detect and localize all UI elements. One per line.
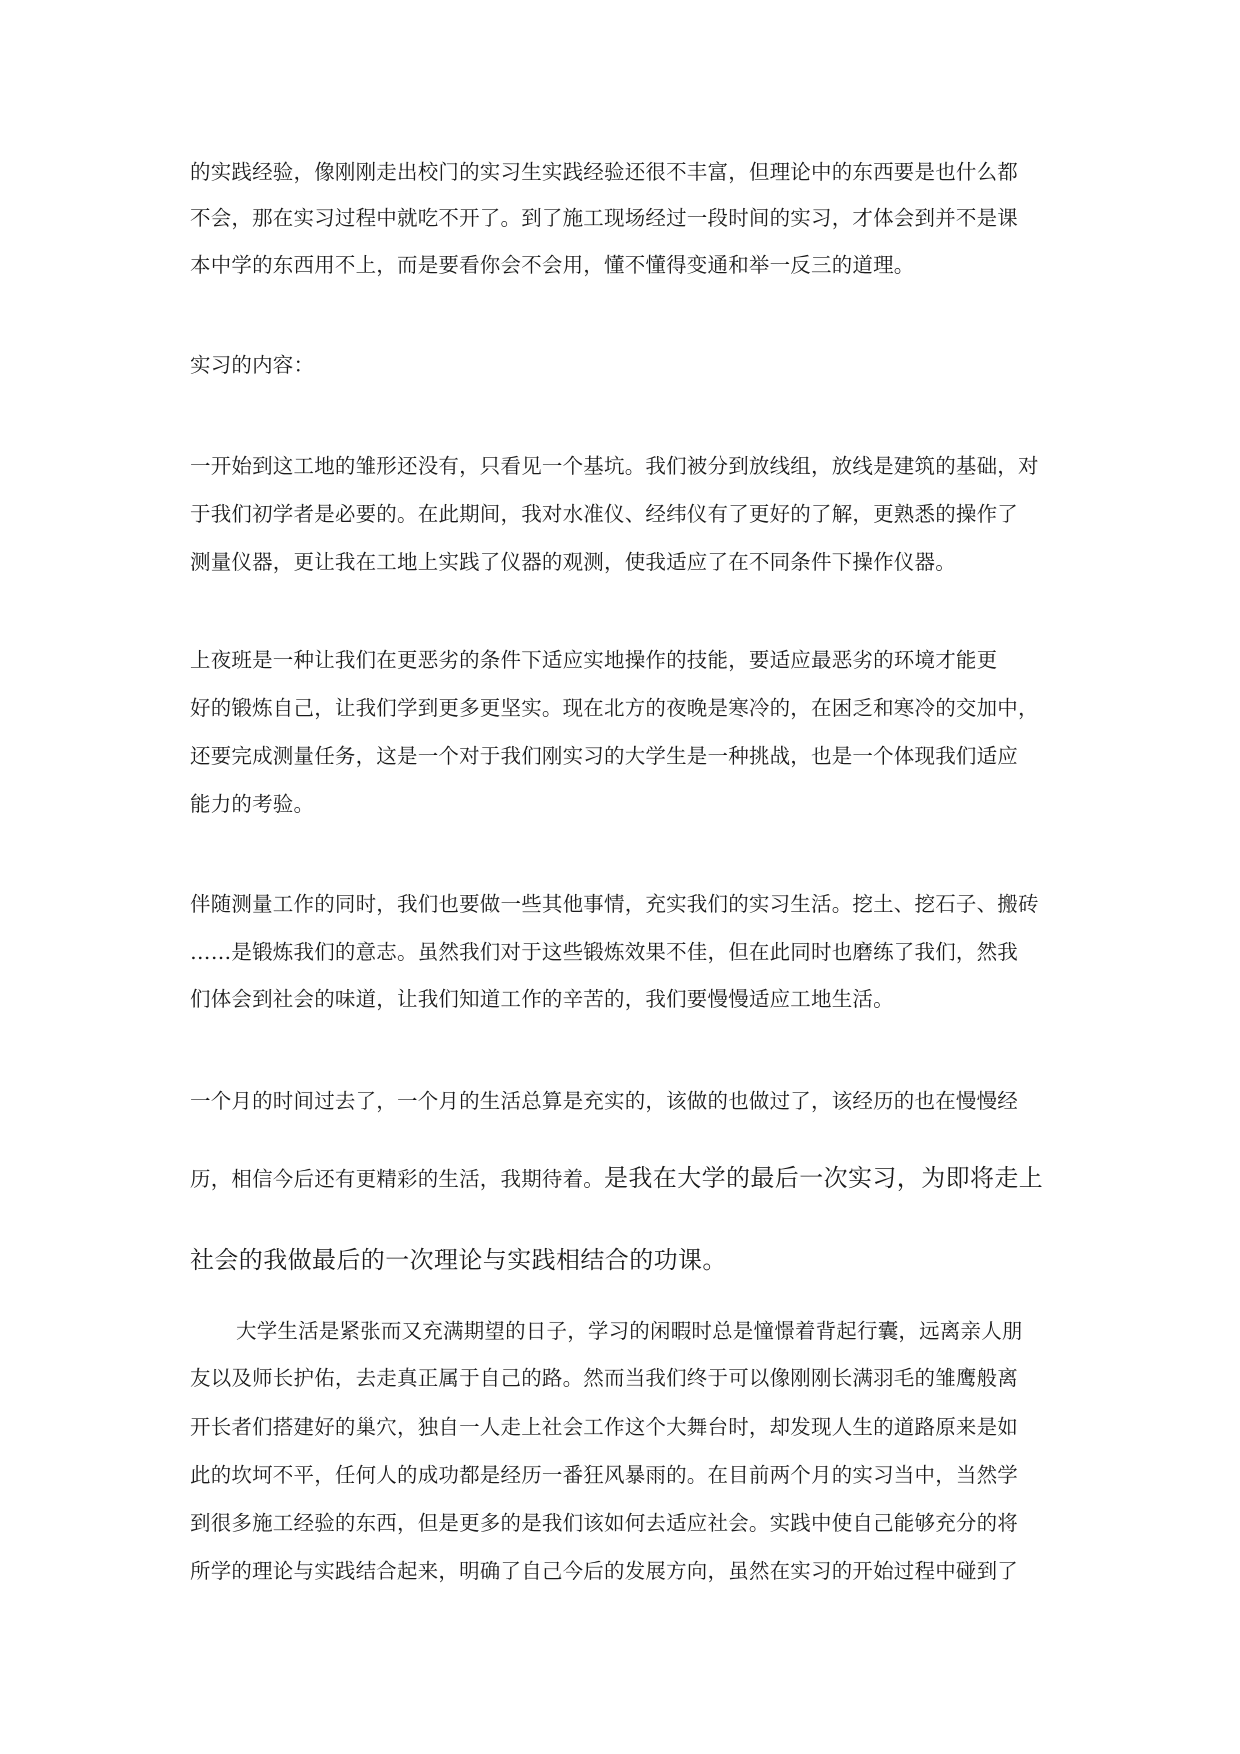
text-line: 友以及师长护佑，去走真正属于自己的路。然而当我们终于可以像刚刚长满羽毛的雏鹰般离 bbox=[190, 1366, 1018, 1390]
text-line: 于我们初学者是必要的。在此期间，我对水准仪、经纬仪有了更好的了解，更熟悉的操作了 bbox=[190, 502, 1018, 526]
text-segment-large: 是我在大学的最后一次实习，为即将走上 bbox=[604, 1164, 1044, 1192]
text-line: 能力的考验。 bbox=[190, 792, 315, 816]
text-line: 本中学的东西用不上，而是要看你会不会用，懂不懂得变通和举一反三的道理。 bbox=[190, 253, 915, 277]
text-line: 们体会到社会的味道，让我们知道工作的辛苦的，我们要慢慢适应工地生活。 bbox=[190, 987, 894, 1011]
text-line: 测量仪器，更让我在工地上实践了仪器的观测，使我适应了在不同条件下操作仪器。 bbox=[190, 550, 956, 574]
text-line: 好的锻炼自己，让我们学到更多更坚实。现在北方的夜晚是寒冷的，在困乏和寒冷的交加中， bbox=[190, 696, 1039, 720]
text-line: 大学生活是紧张而又充满期望的日子，学习的闲暇时总是憧憬着背起行囊，远离亲人朋 bbox=[236, 1319, 1023, 1343]
text-line: 一开始到这工地的雏形还没有，只看见一个基坑。我们被分到放线组，放线是建筑的基础，对 bbox=[190, 454, 1039, 478]
section-label: 实习的内容： bbox=[190, 353, 315, 377]
text-line: 的实践经验，像刚刚走出校门的实习生实践经验还很不丰富，但理论中的东西要是也什么都 bbox=[190, 160, 1018, 184]
text-line: 还要完成测量任务，这是一个对于我们刚实习的大学生是一种挑战，也是一个体现我们适应 bbox=[190, 744, 1018, 768]
text-line-large: 社会的我做最后的一次理论与实践相结合的功课。 bbox=[190, 1246, 727, 1274]
text-line: 所学的理论与实践结合起来，明确了自己今后的发展方向，虽然在实习的开始过程中碰到了 bbox=[190, 1559, 1018, 1583]
text-line: 伴随测量工作的同时，我们也要做一些其他事情，充实我们的实习生活。挖土、挖石子、搬砖 bbox=[190, 892, 1039, 916]
mixed-size-line bbox=[190, 1164, 1060, 1193]
text-line: 到很多施工经验的东西，但是更多的是我们该如何去适应社会。实践中使自己能够充分的将 bbox=[190, 1511, 1018, 1535]
text-line: 不会，那在实习过程中就吃不开了。到了施工现场经过一段时间的实习，才体会到并不是课 bbox=[190, 206, 1018, 230]
text-line: ……是锻炼我们的意志。虽然我们对于这些锻炼效果不佳，但在此同时也磨练了我们，然我 bbox=[190, 940, 1018, 964]
text-line: 此的坎坷不平，任何人的成功都是经历一番狂风暴雨的。在目前两个月的实习当中，当然学 bbox=[190, 1463, 1018, 1487]
text-line: 一个月的时间过去了，一个月的生活总算是充实的，该做的也做过了，该经历的也在慢慢经 bbox=[190, 1089, 1018, 1113]
text-line: 开长者们搭建好的巢穴，独自一人走上社会工作这个大舞台时，却发现人生的道路原来是如 bbox=[190, 1415, 1018, 1439]
text-line: 上夜班是一种让我们在更恶劣的条件下适应实地操作的技能，要适应最恶劣的环境才能更 bbox=[190, 648, 998, 672]
text-segment: 历，相信今后还有更精彩的生活，我期待着。 bbox=[190, 1167, 604, 1191]
